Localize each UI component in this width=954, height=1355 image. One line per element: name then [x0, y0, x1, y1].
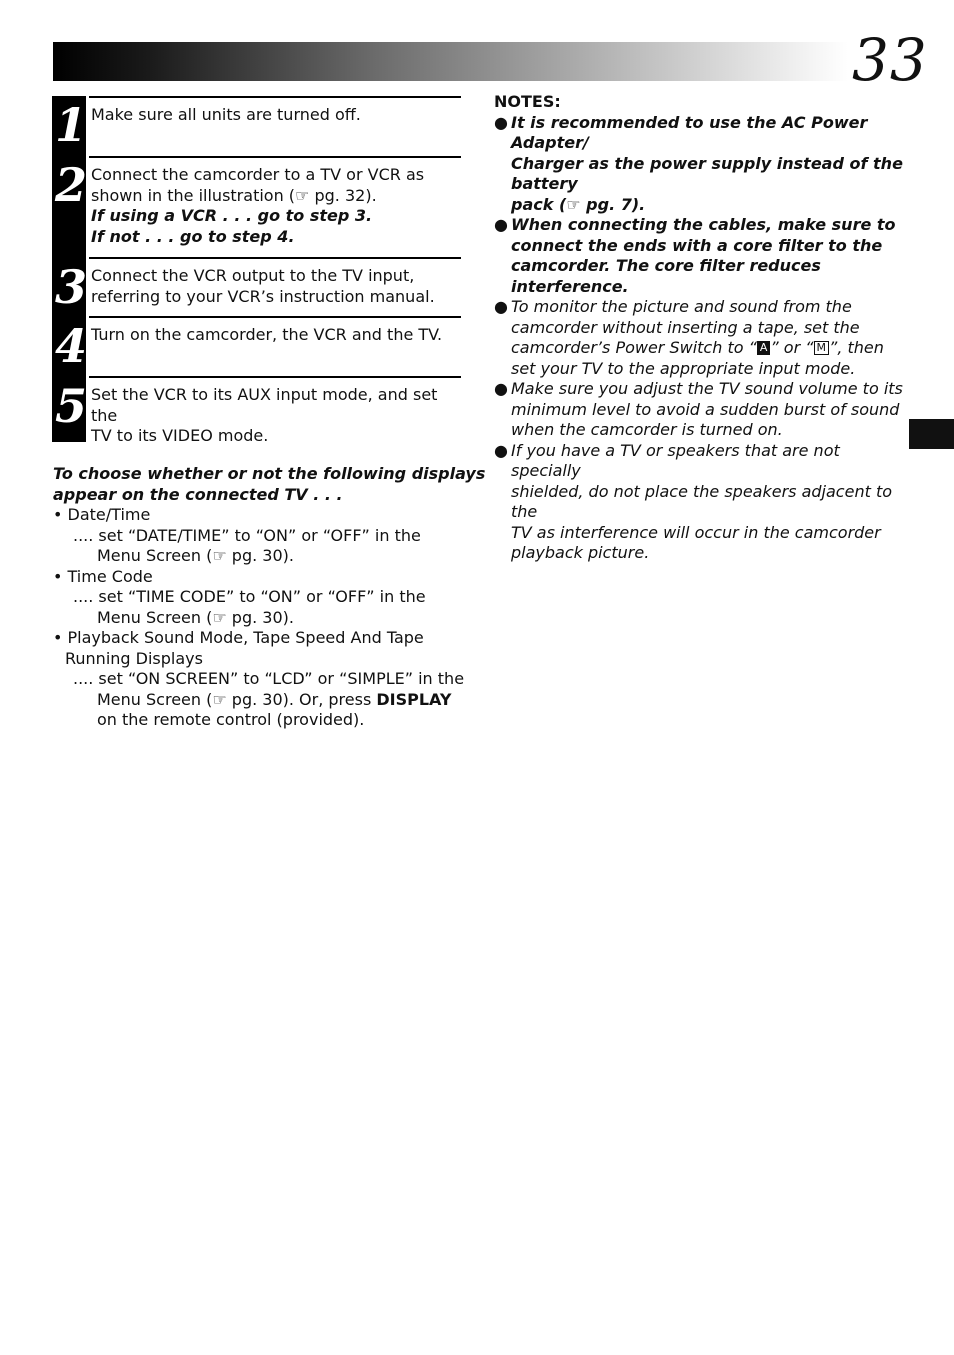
- display-item-time-code: • Time Code: [53, 566, 153, 586]
- header-gradient-bar: [53, 42, 848, 81]
- step-divider: [89, 376, 461, 378]
- note-item: ● If you have a TV or speakers that are not specially shielded, do not place the speakers adjacent to the TV as interference will occur in the camcorder playback picture.: [494, 440, 892, 562]
- reference-hand-icon: ☞: [212, 607, 227, 627]
- notes-title: NOTES:: [494, 92, 561, 111]
- bullet-icon: ●: [494, 112, 508, 132]
- step-1-text: Make sure all units are turned off.: [91, 105, 361, 124]
- display-button-label: DISPLAY: [376, 689, 452, 709]
- note-item: ● It is recommended to use the AC Power Adapter/ Charger as the power supply instead of the battery pack (☞ pg. 7).: [494, 112, 903, 214]
- step-2-text: Connect the camcorder to a TV or VCR as shown in the illustration (☞ pg. 32). If using a VCR . . . go to step 3. If not . . . go to step 4.: [91, 165, 425, 246]
- display-options-section: To choose whether or not the following displays appear on the connected TV . . . • Date/Time .... set “DATE/TIME” to “ON” or “OFF” in the Menu Screen (☞ pg. 30). • Time Code .... set “TIME CODE” to “ON” or “OFF” in the Menu Screen (☞ pg. 30). • Playback Sound Mode, Tape Speed And Tape Running Displays .... set “ON SCREEN” to “LCD” or “SIMPLE” in the Menu Screen (☞ pg. 30). Or, press DISPLAY on the remote control (provided).: [53, 464, 486, 729]
- step-3-text: Connect the VCR output to the TV input, referring to your VCR’s instruction manual.: [91, 266, 435, 306]
- step-5-text: Set the VCR to its AUX input mode, and set the TV to its VIDEO mode.: [91, 385, 438, 445]
- notes-section: [494, 92, 914, 564]
- bullet-icon: ●: [494, 215, 508, 234]
- step-number-1: 1: [55, 98, 88, 152]
- step-divider: [89, 156, 461, 158]
- section-tab-marker: [909, 419, 954, 449]
- step-divider: [89, 96, 461, 98]
- note-item: ● When connecting the cables, make sure to connect the ends with a core filter to the camcorder. The core filter reduces interference.: [494, 215, 896, 296]
- step-number-2: 2: [55, 158, 88, 212]
- bullet-icon: ●: [494, 297, 508, 316]
- step-number-4: 4: [55, 319, 88, 373]
- step-4-text: Turn on the camcorder, the VCR and the TV.: [91, 325, 443, 344]
- manual-mode-icon: M: [814, 341, 830, 355]
- step-divider: [89, 257, 461, 259]
- note-item: ● To monitor the picture and sound from the camcorder without inserting a tape, set the camcorder’s Power Switch to “ A ” or “ M ”, then set your TV to the appropriate input mode.: [494, 297, 884, 378]
- display-item-date-time: • Date/Time: [53, 505, 151, 524]
- step-number-3: 3: [55, 260, 88, 314]
- bullet-icon: ●: [494, 379, 508, 398]
- reference-hand-icon: ☞: [212, 546, 227, 565]
- reference-hand-icon: ☞: [566, 194, 581, 214]
- step-number-5: 5: [55, 379, 88, 433]
- auto-mode-icon: A: [757, 341, 771, 355]
- reference-hand-icon: ☞: [295, 185, 310, 205]
- reference-hand-icon: ☞: [212, 689, 227, 709]
- bullet-icon: ●: [494, 440, 508, 460]
- display-item-playback: • Playback Sound Mode, Tape Speed And Tape: [53, 628, 424, 647]
- page-number: 33: [852, 26, 928, 94]
- note-item: ● Make sure you adjust the TV sound volume to its minimum level to avoid a sudden burst of sound when the camcorder is turned on.: [494, 379, 903, 439]
- step-divider: [89, 316, 461, 318]
